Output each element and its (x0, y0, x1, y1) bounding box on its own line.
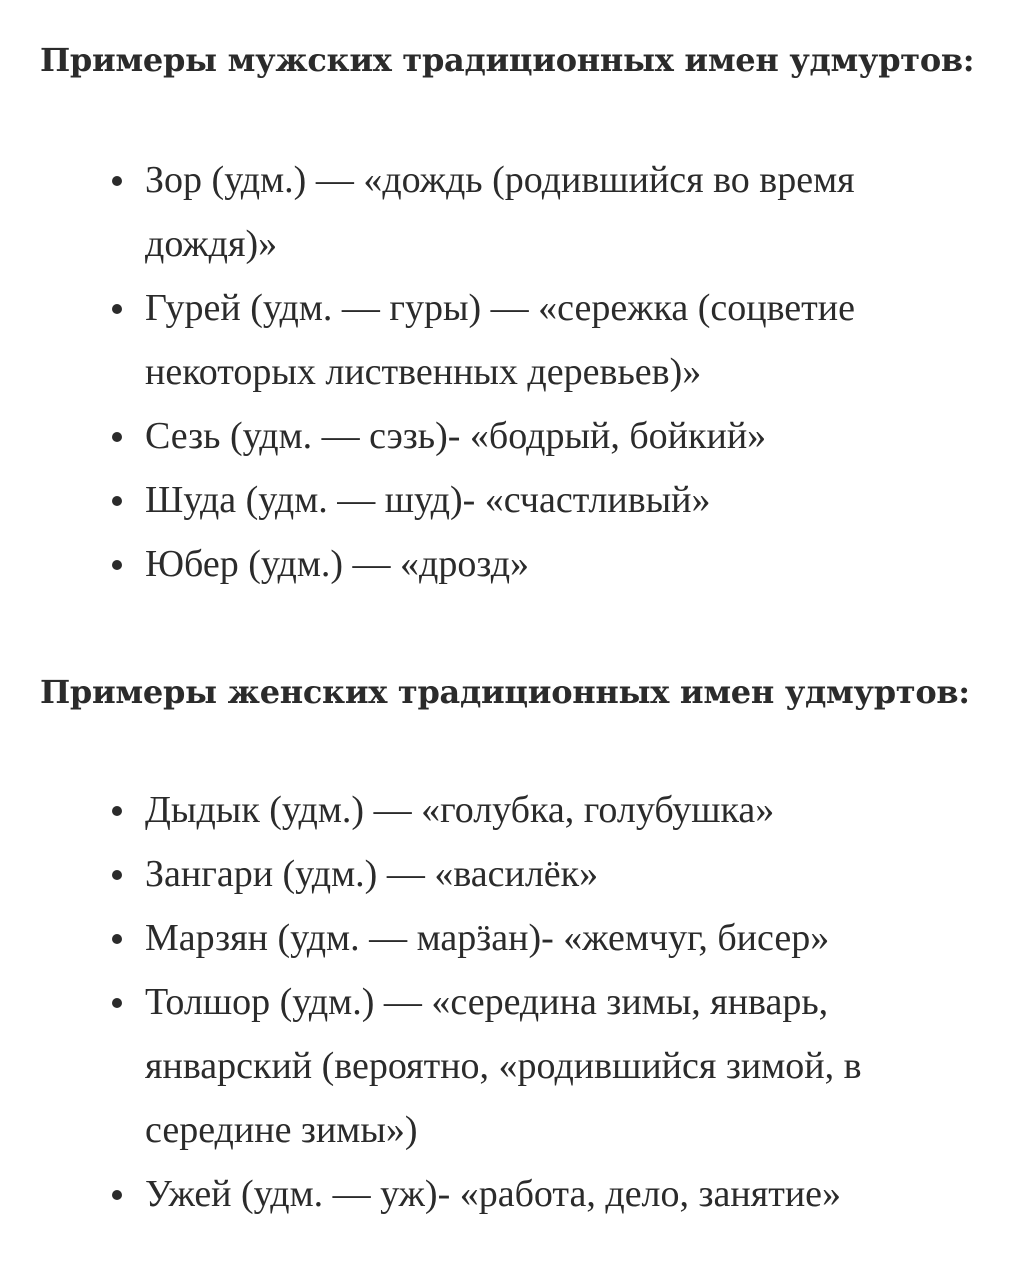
bullet-icon (112, 304, 122, 314)
bullet-icon (112, 432, 122, 442)
bullet-icon (112, 1190, 122, 1200)
list-item-text: Толшор (удм.) — «середина зимы, январь, январский (вероятно, «родившийся зимой, в середине зимы») (145, 981, 862, 1151)
list-item (0, 906, 905, 970)
list-item (0, 404, 905, 468)
bullet-icon (112, 176, 122, 186)
female-names-heading: Примеры женских традиционных имен удмуртов: (40, 673, 970, 711)
bullet-icon (112, 560, 122, 570)
list-item-text: Марзян (удм. — марӟан)- «жемчуг, бисер» (145, 917, 830, 959)
list-item-text: Юбер (удм.) — «дрозд» (145, 543, 530, 585)
list-item-text: Сезь (удм. — сэзь)- «бодрый, бойкий» (145, 415, 767, 457)
list-item-text: Шуда (удм. — шуд)- «счастливый» (145, 479, 711, 521)
list-item-text: Гурей (удм. — гуры) — «сережка (соцветие некоторых лиственных деревьев)» (145, 287, 855, 393)
list-item (0, 148, 905, 276)
list-item-text: Ужей (удм. — уж)- «работа, дело, занятие» (145, 1173, 842, 1215)
bullet-icon (112, 998, 122, 1008)
bullet-icon (112, 496, 122, 506)
list-item (0, 468, 905, 532)
list-item (0, 1162, 905, 1226)
list-item (0, 276, 905, 404)
list-item (0, 842, 905, 906)
list-item-text: Дыдык (удм.) — «голубка, голубушка» (145, 789, 775, 831)
list-item-text: Зор (удм.) — «дождь (родившийся во время дождя)» (145, 159, 855, 265)
bullet-icon (112, 806, 122, 816)
list-item (0, 532, 905, 596)
list-item (0, 778, 905, 842)
male-names-list (0, 148, 905, 596)
female-names-list (0, 778, 905, 1226)
bullet-icon (112, 870, 122, 880)
list-item-text: Зангари (удм.) — «василёк» (145, 853, 599, 895)
bullet-icon (112, 934, 122, 944)
list-item (0, 970, 905, 1162)
male-names-heading: Примеры мужских традиционных имен удмуртов: (40, 41, 975, 79)
